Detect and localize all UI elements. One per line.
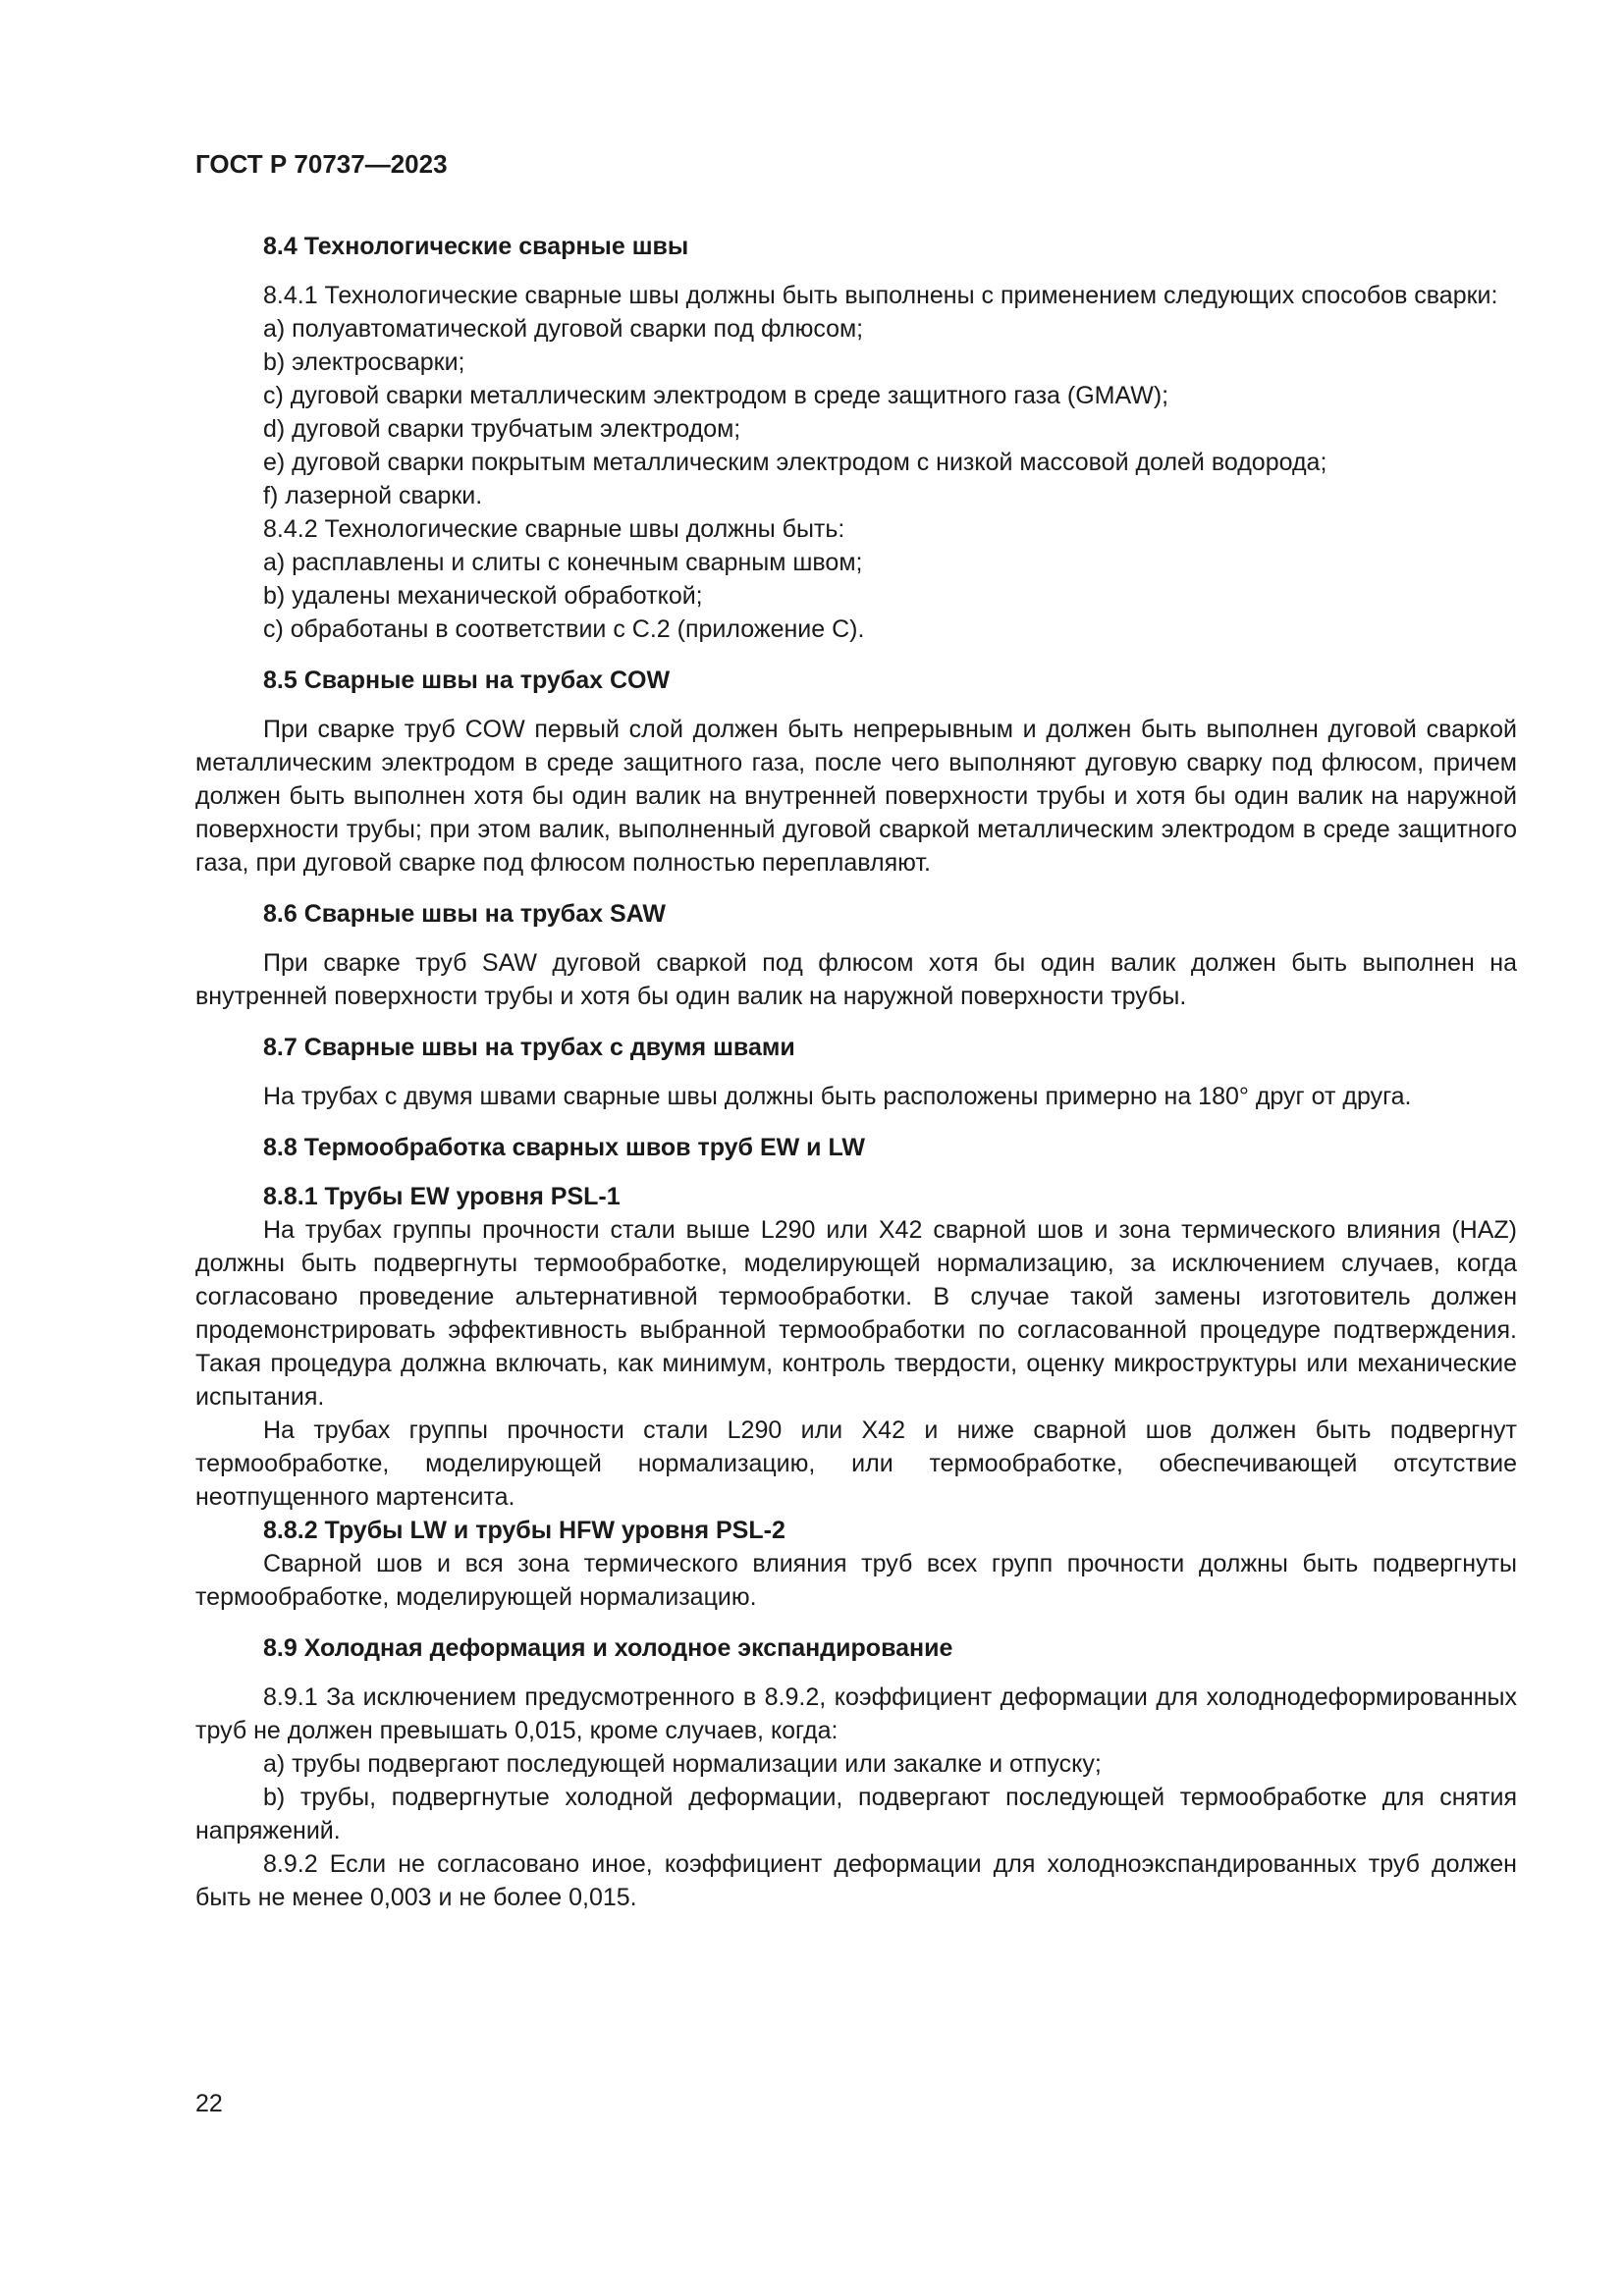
section-8-9-2-paragraph: 8.9.2 Если не согласовано иное, коэффициент деформации для холодноэкспандированных труб должен быть не менее 0,003 и не более 0,015. (195, 1850, 1517, 1911)
section-8-4-title: 8.4 Технологические сварные швы (263, 233, 689, 260)
section-8-8-1-paragraph-2: На трубах группы прочности стали L290 или X42 и ниже сварной шов должен быть подвергнут термообработке, моделирующей нормализацию, или термообработке, обеспечивающей отсутствие неотпущенного мартенсита. (195, 1416, 1517, 1511)
section-8-8-2-title: 8.8.2 Трубы LW и трубы HFW уровня PSL-2 (263, 1517, 785, 1544)
section-8-4-2-paragraph: 8.4.2 Технологические сварные швы должны быть: (263, 515, 845, 543)
section-8-5-title: 8.5 Сварные швы на трубах COW (263, 667, 671, 694)
list-item: a) трубы подвергают последующей нормализации или закалке и отпуску; (263, 1750, 1102, 1778)
section-8-6-title: 8.6 Сварные швы на трубах SAW (263, 900, 666, 928)
section-8-6-paragraph: При сварке труб SAW дуговой сваркой под флюсом хотя бы один валик должен быть выполнен на внутренней поверхности трубы и хотя бы один валик на наружной поверхности трубы. (195, 949, 1517, 1010)
section-8-8-1-title: 8.8.1 Трубы EW уровня PSL-1 (263, 1183, 621, 1210)
list-item-wrapped: b) трубы, подвергнутые холодной деформации, подвергают последующей термообработке для снятия напряжений. (195, 1784, 1517, 1844)
document-page (195, 147, 1517, 1914)
list-item: a) полуавтоматической дуговой сварки под флюсом; (263, 315, 864, 343)
list-item: a) расплавлены и слиты с конечным сварным швом; (263, 549, 863, 576)
page-number: 22 (195, 2090, 223, 2117)
list-item: e) дуговой сварки покрытым металлическим электродом с низкой массовой долей водорода; (263, 449, 1327, 476)
list-item: b) электросварки; (263, 348, 465, 376)
section-8-8-title: 8.8 Термообработка сварных швов труб EW и LW (263, 1134, 865, 1161)
section-8-8-1-paragraph: На трубах группы прочности стали выше L290 или X42 сварной шов и зона термического влияния (HAZ) должны быть подвергнуты термообработке, моделирующей нормализацию, за исключением случаев, когда согласовано проведение альтернативной термообработки. В случае такой замены изготовитель должен продемонстрировать эффективность выбранной термообработки по согласованной процедуре подтверждения. Такая процедура должна включать, как минимум, контроль твердости, оценку микроструктуры или механические испытания. (195, 1216, 1517, 1411)
section-8-5-paragraph: При сварке труб COW первый слой должен быть непрерывным и должен быть выполнен дуговой сваркой металлическим электродом в среде защитного газа, после чего выполняют дуговую сварку под флюсом, причем должен быть выполнен хотя бы один валик на внутренней поверхности трубы и хотя бы один валик на наружной поверхности трубы; при этом валик, выполненный дуговой сваркой металлическим электродом в среде защитного газа, при дуговой сварке под флюсом полностью переплавляют. (195, 716, 1517, 877)
list-item: c) дуговой сварки металлическим электродом в среде защитного газа (GMAW); (263, 382, 1169, 409)
list-item: d) дуговой сварки трубчатым электродом; (263, 415, 741, 443)
standard-header: ГОСТ Р 70737—2023 (195, 149, 448, 179)
section-8-8-2-paragraph: Сварной шов и вся зона термического влияния труб всех групп прочности должны быть подвергнуты термообработке, моделирующей нормализацию. (195, 1550, 1517, 1611)
list-item: b) удалены механической обработкой; (263, 582, 703, 610)
section-8-4-1-paragraph: 8.4.1 Технологические сварные швы должны быть выполнены с применением следующих способов сварки: (263, 282, 1498, 309)
section-8-7-title: 8.7 Сварные швы на трубах с двумя швами (263, 1034, 795, 1061)
section-8-9-title: 8.9 Холодная деформация и холодное экспандирование (263, 1634, 953, 1662)
section-8-9-1-paragraph: 8.9.1 За исключением предусмотренного в 8.9.2, коэффициент деформации для холоднодеформированных труб не должен превышать 0,015, кроме случаев, когда: (195, 1683, 1517, 1744)
section-8-7-paragraph: На трубах с двумя швами сварные швы должны быть расположены примерно на 180° друг от друга. (263, 1083, 1412, 1110)
list-item: c) обработаны в соответствии с С.2 (приложение С). (263, 615, 865, 643)
list-item: f) лазерной сварки. (263, 482, 483, 509)
